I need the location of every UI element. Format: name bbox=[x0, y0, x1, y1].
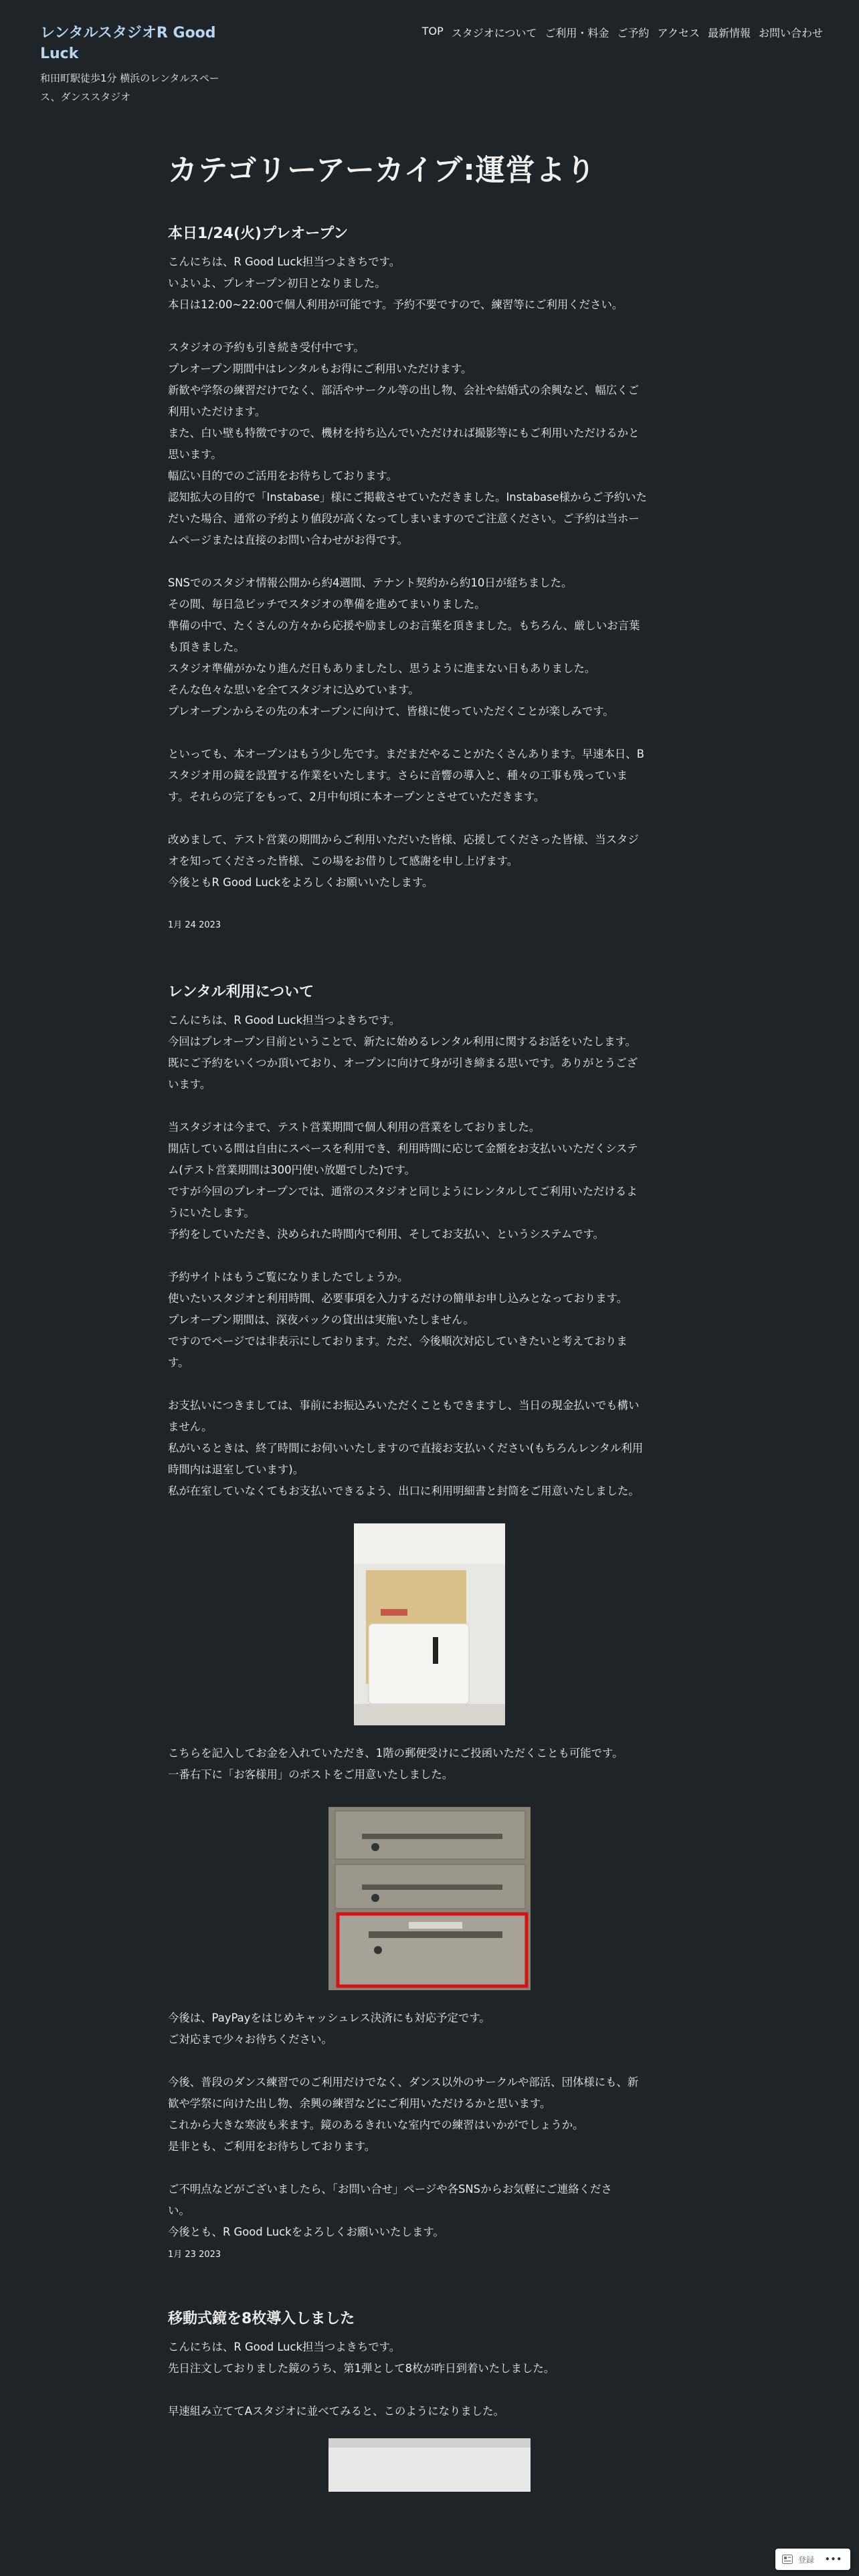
paragraph-line: スタジオの予約も引き続き受付中です。 bbox=[168, 341, 365, 354]
paragraph-line: 今後は、PayPayをはじめキャッシュレス決済にも対応予定です。 bbox=[168, 2012, 490, 2024]
post-paragraph bbox=[168, 1267, 691, 1374]
paragraph-line: います。 bbox=[168, 1078, 211, 1091]
post-paragraph bbox=[168, 251, 691, 316]
paragraph-line: 今後ともR Good Luckをよろしくお願いいたします。 bbox=[168, 876, 434, 889]
nav-item-news[interactable]: 最新情報 bbox=[707, 27, 751, 39]
post-body bbox=[168, 2008, 691, 2243]
nav-item-pricing[interactable]: ご利用・料金 bbox=[545, 27, 609, 39]
paragraph-line: 当スタジオは今まで、テスト営業期間で個人利用の営業をしておりました。 bbox=[168, 1121, 541, 1134]
paragraph-line: その間、毎日急ピッチでスタジオの準備を進めてまいりました。 bbox=[168, 598, 486, 611]
paragraph-line: だいた場合、通常の予約より値段が高くなってしまいますのでご注意ください。ご予約は当ホー bbox=[168, 512, 640, 525]
mirror-photo bbox=[328, 2438, 531, 2492]
paragraph-line: 今後、普段のダンス練習でのご利用だけでなく、ダンス以外のサークルや部活、団体様にも、新 bbox=[168, 2076, 639, 2088]
paragraph-line: といっても、本オープンはもう少し先です。まだまだやることがたくさんあります。早速本日、B bbox=[168, 748, 644, 760]
paragraph-line: 是非とも、ご利用をお待ちしております。 bbox=[168, 2140, 376, 2153]
paragraph-line: お支払いにつきましては、事前にお振込みいただくこともできますし、当日の現金払いでも構い bbox=[168, 1399, 640, 1412]
follow-badge[interactable] bbox=[775, 2549, 850, 2570]
paragraph-line: ですのでページでは非表示にしております。ただ、今後順次対応していきたいと考えておりま bbox=[168, 1335, 628, 1348]
paragraph-line: 私が在室していなくてもお支払いできるよう、出口に利用明細書と封筒をご用意いたしました。 bbox=[168, 1485, 640, 1497]
site-title-link[interactable]: レンタルスタジオR Good Luck bbox=[40, 25, 216, 62]
paragraph-line: 幅広い目的でのご活用をお待ちしております。 bbox=[168, 469, 397, 482]
paragraph-line: 予約をしていただき、決められた時間内で利用、そしてお支払い、というシステムです。 bbox=[168, 1228, 605, 1241]
site-header bbox=[0, 0, 859, 134]
paragraph-line: い。 bbox=[168, 2204, 190, 2217]
paragraph-line: そんな色々な思いを全てスタジオに込めています。 bbox=[168, 683, 419, 696]
paragraph-line: スタジオ準備がかなり進んだ日もありましたし、思うように進まない日もありました。 bbox=[168, 662, 596, 675]
nav-item-contact[interactable]: お問い合わせ bbox=[758, 27, 823, 39]
paragraph-line: 準備の中で、たくさんの方々から応援や励ましのお言葉を頂きました。もちろん、厳しいお言葉 bbox=[168, 619, 640, 632]
post-paragraph bbox=[168, 572, 691, 722]
post bbox=[168, 2309, 691, 2492]
paragraph-line: 本日は12:00~22:00で個人利用が可能です。予約不要ですので、練習等にご利用ください。 bbox=[168, 298, 624, 311]
post-paragraph bbox=[168, 1395, 691, 1502]
paragraph-line: スタジオ用の鏡を設置する作業をいたします。さらに音響の導入と、種々の工事も残っていま bbox=[168, 769, 628, 782]
post bbox=[168, 223, 691, 932]
paragraph-line: ご対応まで少々お待ちください。 bbox=[168, 2033, 332, 2046]
subscribe-icon bbox=[782, 2555, 793, 2564]
post-date[interactable]: 1月 24 2023 bbox=[168, 920, 221, 930]
paragraph-line: 新歓や学祭の練習だけでなく、部活やサークル等の出し物、会社や結婚式の余興など、幅広くご bbox=[168, 384, 639, 397]
nav-item-access[interactable]: アクセス bbox=[657, 27, 700, 39]
post-paragraph bbox=[168, 829, 691, 893]
paragraph-line: プレオープン期間中はレンタルもお得にご利用いただけます。 bbox=[168, 362, 472, 375]
site-description: 和田町駅徒歩1分 横浜のレンタルスペース、ダンススタジオ bbox=[40, 72, 219, 103]
paragraph-line: 思います。 bbox=[168, 448, 222, 461]
paragraph-line: オを知ってくださった皆様、この場をお借りして感謝を申し上げます。 bbox=[168, 855, 518, 867]
post-paragraph bbox=[168, 2401, 691, 2422]
post-body bbox=[168, 1010, 691, 1502]
paragraph-line: プレオープンからその先の本オープンに向けて、皆様に使っていただくことが楽しみです。 bbox=[168, 705, 614, 718]
main-nav bbox=[388, 25, 823, 40]
paragraph-line: 改めまして、テスト営業の期間からご利用いただいた皆様、応援してくださった皆様、当スタジ bbox=[168, 833, 639, 846]
post-title-link[interactable]: レンタル利用について bbox=[168, 984, 314, 1000]
paragraph-line: も頂きました。 bbox=[168, 641, 245, 653]
post-body bbox=[168, 1743, 691, 1786]
paragraph-line: す。 bbox=[168, 1356, 189, 1369]
main-content bbox=[168, 134, 691, 2509]
paragraph-line: こんにちは、R Good Luck担当つよきちです。 bbox=[168, 255, 401, 268]
paragraph-line: す。それらの完了をもって、2月中旬頃に本オープンとさせていただきます。 bbox=[168, 790, 545, 803]
paragraph-line: 歓や学祭に向けた出し物、余興の練習などにご利用いただけるかと思います。 bbox=[168, 2097, 551, 2110]
paragraph-line: 私がいるときは、終了時間にお伺いいたしますので直接お支払いください(もちろんレンタル利用 bbox=[168, 1442, 644, 1455]
post-date[interactable]: 1月 23 2023 bbox=[168, 2250, 221, 2260]
paragraph-line: 一番右下に「お客様用」のポストをご用意いたしました。 bbox=[168, 1768, 454, 1781]
paragraph-line: ムページまたは直接のお問い合わせがお得です。 bbox=[168, 534, 408, 546]
post-paragraph bbox=[168, 744, 691, 808]
nav-item-reservation[interactable]: ご予約 bbox=[617, 27, 650, 39]
paragraph-line: 早速組み立ててAスタジオに並べてみると、このようになりました。 bbox=[168, 2405, 504, 2418]
more-options-icon[interactable]: ••• bbox=[825, 2555, 843, 2564]
post-title-link[interactable]: 本日1/24(火)プレオープン bbox=[168, 225, 349, 242]
post-paragraph bbox=[168, 1743, 691, 1786]
paragraph-line: 利用いただけます。 bbox=[168, 405, 266, 418]
paragraph-line: これから大きな寒波も来ます。鏡のあるきれいな室内での練習はいかがでしょうか。 bbox=[168, 2119, 584, 2131]
paragraph-line: 既にご予約をいくつか頂いており、オープンに向けて身が引き締まる思いです。ありがとうござ bbox=[168, 1057, 638, 1069]
subscribe-label[interactable]: 登録 bbox=[798, 2555, 815, 2565]
post-paragraph bbox=[168, 1010, 691, 1095]
envelope-holder-photo bbox=[354, 1523, 505, 1725]
paragraph-line: 開店している間は自由にスペースを利用でき、利用時間に応じて金額をお支払いいただくシステ bbox=[168, 1142, 638, 1155]
post-paragraph bbox=[168, 337, 691, 551]
post-title-link[interactable]: 移動式鏡を8枚導入しました bbox=[168, 2311, 355, 2327]
paragraph-line: また、白い壁も特徴ですので、機材を持ち込んでいただければ撮影等にもご利用いただけるかと bbox=[168, 427, 640, 439]
nav-item-about[interactable]: スタジオについて bbox=[451, 27, 537, 39]
post-paragraph bbox=[168, 2072, 691, 2157]
paragraph-line: こんにちは、R Good Luck担当つよきちです。 bbox=[168, 1014, 401, 1027]
post-paragraph bbox=[168, 2008, 691, 2050]
mailbox-photo bbox=[328, 1807, 531, 1990]
post bbox=[168, 982, 691, 2262]
paragraph-line: 先日注文しておりました鏡のうち、第1弾として8枚が昨日到着いたしました。 bbox=[168, 2362, 555, 2375]
post-paragraph bbox=[168, 2337, 691, 2379]
post-paragraph bbox=[168, 1117, 691, 1245]
paragraph-line: ません。 bbox=[168, 1420, 213, 1433]
paragraph-line: 時間内は退室しています)。 bbox=[168, 1463, 304, 1476]
paragraph-line: 予約サイトはもうご覧になりましたでしょうか。 bbox=[168, 1271, 409, 1283]
paragraph-line: こちらを記入してお金を入れていただき、1階の郵便受けにご投函いただくことも可能です。 bbox=[168, 1747, 624, 1759]
paragraph-line: プレオープン期間は、深夜パックの貸出は実施いたしません。 bbox=[168, 1313, 474, 1326]
paragraph-line: SNSでのスタジオ情報公開から約4週間、テナント契約から約10日が経ちました。 bbox=[168, 576, 573, 589]
paragraph-line: ですが今回のプレオープンでは、通常のスタジオと同じようにレンタルしてご利用いただけるよ bbox=[168, 1185, 638, 1198]
paragraph-line: ム(テスト営業期間は300円使い放題でした)です。 bbox=[168, 1164, 415, 1176]
archive-title: カテゴリーアーカイブ:運営より bbox=[168, 153, 596, 187]
paragraph-line: 今回はプレオープン目前ということで、新たに始めるレンタル利用に関するお話をいたします。 bbox=[168, 1035, 636, 1048]
paragraph-line: いよいよ、プレオープン初日となりました。 bbox=[168, 277, 386, 290]
post-paragraph bbox=[168, 2179, 691, 2243]
post-body bbox=[168, 251, 691, 893]
paragraph-line: 認知拡大の目的で「Instabase」様にご掲載させていただきました。Instabase様からご予約いた bbox=[168, 491, 647, 504]
nav-item-top[interactable]: TOP bbox=[421, 25, 444, 37]
paragraph-line: 使いたいスタジオと利用時間、必要事項を入力するだけの簡単お申し込みとなっております。 bbox=[168, 1292, 628, 1305]
paragraph-line: こんにちは、R Good Luck担当つよきちです。 bbox=[168, 2341, 401, 2353]
paragraph-line: 今後とも、R Good Luckをよろしくお願いいたします。 bbox=[168, 2226, 444, 2238]
paragraph-line: うにいたします。 bbox=[168, 1206, 255, 1219]
paragraph-line: ご不明点などがございましたら、「お問い合せ」ページや各SNSからお気軽にご連絡くださ bbox=[168, 2183, 612, 2195]
post-body bbox=[168, 2337, 691, 2422]
